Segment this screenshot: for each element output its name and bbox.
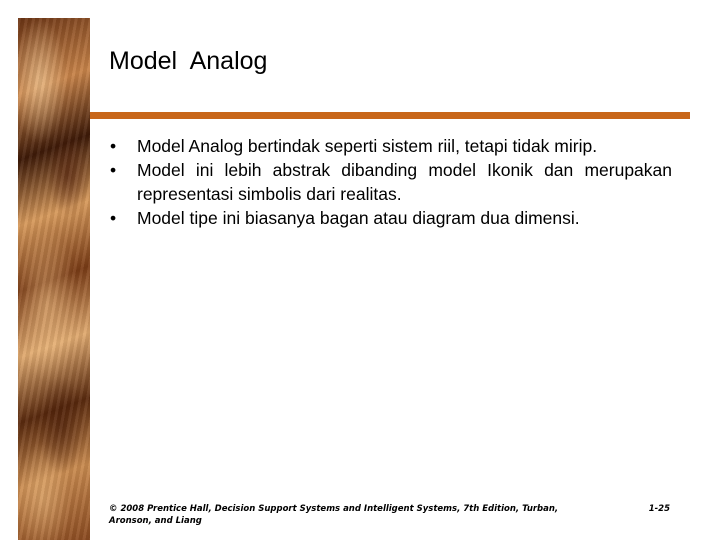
bullet-item: • Model ini lebih abstrak dibanding model Ikonik dan merupakan representasi simbolis dari realitas. [110, 158, 672, 206]
bullet-list [110, 134, 672, 230]
slide-title: Model Analog [109, 47, 268, 75]
bullet-item: • Model Analog bertindak seperti sistem riil, tetapi tidak mirip. [110, 134, 672, 158]
title-divider [90, 112, 690, 119]
bullet-item: • Model tipe ini biasanya bagan atau diagram dua dimensi. [110, 206, 672, 230]
copyright-footer: © 2008 Prentice Hall, Decision Support Systems and Intelligent Systems, 7th Edition, Turban, Aronson, and Liang [109, 504, 559, 526]
decorative-wood-texture-image [18, 18, 90, 540]
page-number: 1-25 [648, 504, 670, 514]
